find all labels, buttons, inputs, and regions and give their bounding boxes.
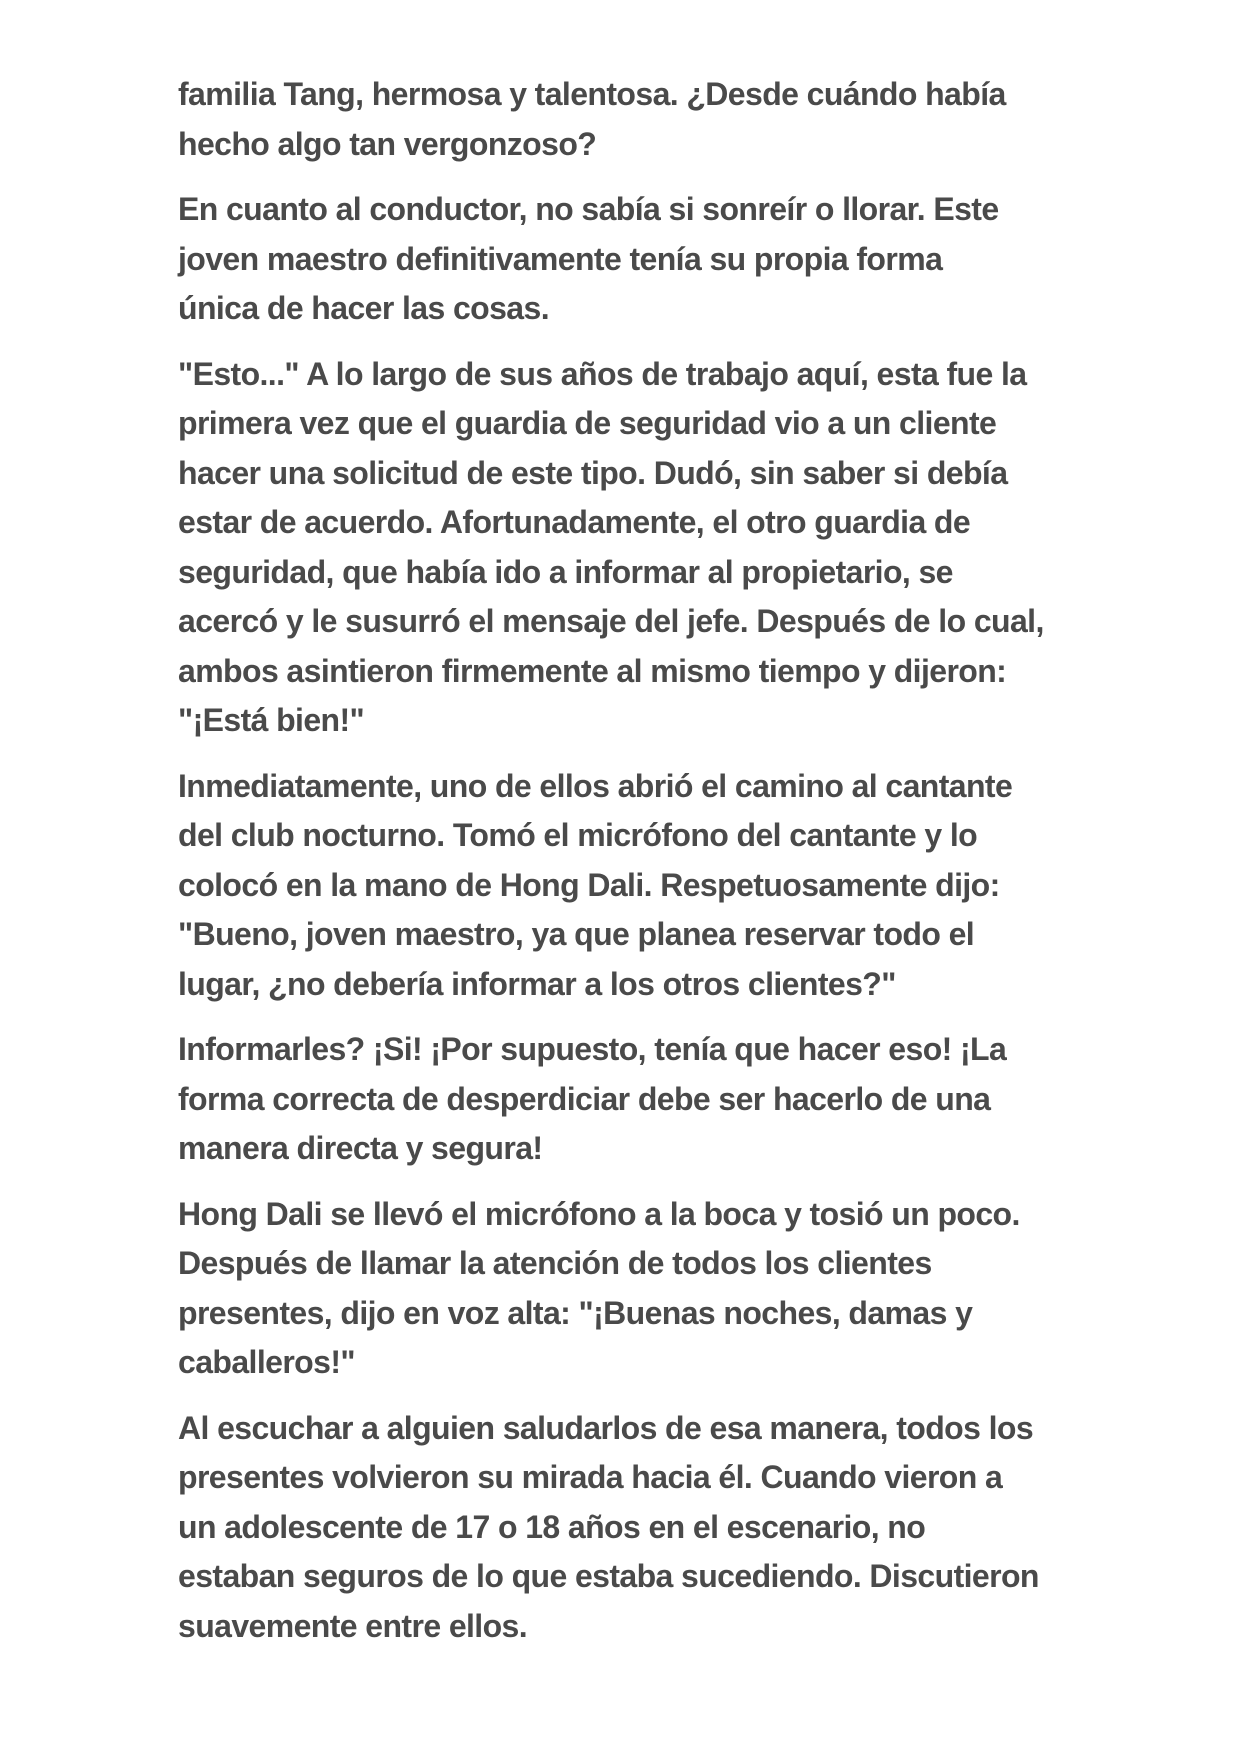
paragraph — [178, 185, 1098, 334]
text-line: ambos asintieron firmemente al mismo tiempo y dijeron: — [178, 652, 1007, 689]
text-line: familia Tang, hermosa y talentosa. ¿Desde cuándo había — [178, 76, 1006, 112]
text-line: En cuanto al conductor, no sabía si sonreír o llorar. Este — [178, 191, 999, 227]
paragraph — [178, 1025, 1098, 1174]
text-line: presentes, dijo en voz alta: "¡Buenas noches, damas y — [178, 1294, 973, 1331]
paragraph — [178, 350, 1098, 746]
text-line: Al escuchar a alguien saludarlos de esa manera, todos los — [178, 1409, 1034, 1446]
text-line: primera vez que el guardia de seguridad vio a un cliente — [178, 405, 997, 441]
text-line: suavemente entre ellos. — [178, 1607, 528, 1644]
text-line: acercó y le susurró el mensaje del jefe. Después de lo cual, — [178, 603, 1044, 639]
text-line: manera directa y segura! — [178, 1130, 543, 1166]
text-line: estar de acuerdo. Afortunadamente, el otro guardia de — [178, 504, 971, 540]
text-line: lugar, ¿no debería informar a los otros clientes?" — [178, 965, 896, 1002]
text-line: forma correcta de desperdiciar debe ser hacerlo de una — [178, 1080, 991, 1117]
text-line: "Esto..." A lo largo de sus años de trabajo aquí, esta fue la — [178, 355, 1027, 392]
text-line: "¡Está bien!" — [178, 702, 365, 738]
paragraph — [178, 762, 1098, 1010]
text-line: hecho algo tan vergonzoso? — [178, 125, 597, 162]
text-line: hacer una solicitud de este tipo. Dudó, sin saber si debía — [178, 454, 1008, 491]
text-line: seguridad, que había ido a informar al propietario, se — [178, 553, 953, 590]
document-page — [178, 70, 1098, 1667]
text-line: Inmediatamente, uno de ellos abrió el camino al cantante — [178, 767, 1013, 804]
text-line: del club nocturno. Tomó el micrófono del cantante y lo — [178, 817, 978, 853]
text-line: única de hacer las cosas. — [178, 290, 549, 326]
paragraph — [178, 1190, 1098, 1388]
text-line: Informarles? ¡Si! ¡Por supuesto, tenía que hacer eso! ¡La — [178, 1031, 1007, 1067]
text-line: presentes volvieron su mirada hacia él. Cuando vieron a — [178, 1459, 1003, 1495]
paragraph — [178, 1404, 1098, 1652]
paragraph — [178, 70, 1098, 169]
text-line: colocó en la mano de Hong Dali. Respetuosamente dijo: — [178, 866, 1000, 903]
text-line: Después de llamar la atención de todos los clientes — [178, 1245, 932, 1281]
text-line: Hong Dali se llevó el micrófono a la boca y tosió un poco. — [178, 1195, 1020, 1232]
text-line: "Bueno, joven maestro, ya que planea reservar todo el — [178, 916, 975, 952]
text-line: estaban seguros de lo que estaba sucediendo. Discutieron — [178, 1558, 1039, 1594]
text-line: caballeros!" — [178, 1344, 355, 1380]
text-line: joven maestro definitivamente tenía su propia forma — [178, 240, 943, 277]
text-line: un adolescente de 17 o 18 años en el escenario, no — [178, 1508, 926, 1545]
